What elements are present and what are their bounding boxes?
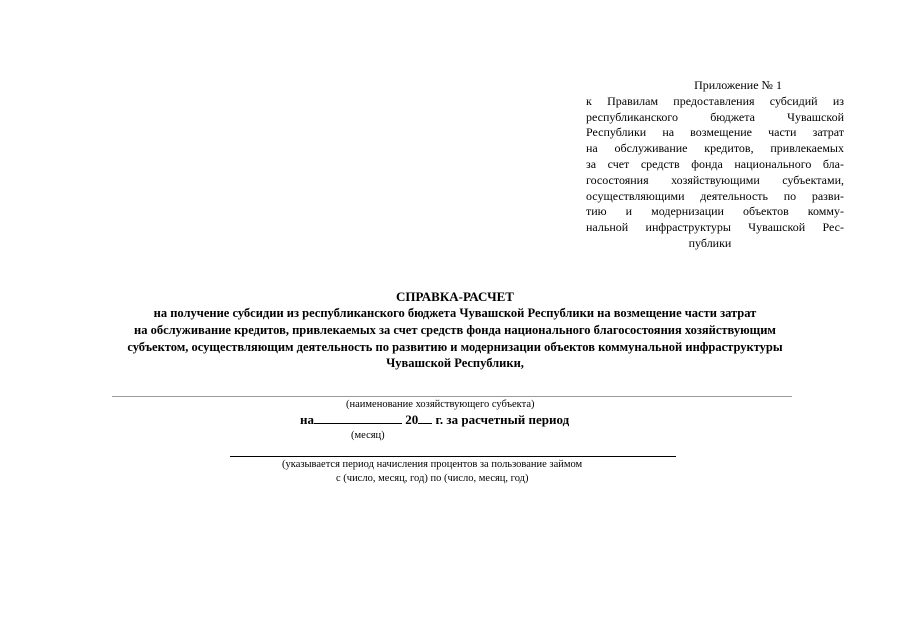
form-subtitle-line: Чувашской Республики, (386, 356, 524, 370)
appendix-text-line: на обслуживание кредитов, привлекаемых (586, 141, 844, 156)
interest-period-caption: (указывается период начисления процентов за пользование займом (282, 459, 583, 470)
appendix-text-line: республиканского бюджета Чувашской (586, 109, 844, 124)
entity-name-caption: (наименование хозяйствующего субъекта) (346, 399, 535, 410)
appendix-text-line: тию и модернизации объектов комму- (586, 204, 844, 219)
appendix-number: Приложение № 1 (694, 78, 782, 92)
entity-name-line (112, 396, 792, 397)
form-subtitle-line: на обслуживание кредитов, привлекаемых за счет средств фонда национального благосостояния хозяйствующим (134, 323, 776, 337)
form-title: СПРАВКА-РАСЧЕТ (396, 289, 514, 304)
period-prefix: на (300, 412, 314, 427)
period-suffix: г. за расчетный период (435, 412, 570, 427)
appendix-text-line: Республики на возмещение части затрат (586, 125, 844, 140)
form-subtitle-line: субъектом, осуществляющим деятельность по развитию и модернизации объектов коммунальной инфраструктуры (127, 340, 783, 354)
appendix-text-line: нальной инфраструктуры Чувашской Рес- (586, 220, 844, 235)
period-year: 20 (405, 412, 419, 427)
appendix-text-line: за счет средств фонда национального бла- (586, 156, 844, 171)
month-blank (314, 411, 402, 424)
period-line (300, 411, 620, 428)
date-range-caption: с (число, месяц, год) по (число, месяц, год) (336, 473, 529, 484)
appendix-text-line: к Правилам предоставления субсидий из (586, 93, 844, 108)
period-range-line (230, 456, 676, 457)
appendix-text-line: госостояния хозяйствующими субъектами, (586, 172, 844, 187)
month-caption: (месяц) (351, 430, 385, 441)
appendix-block (586, 78, 844, 252)
year-blank (418, 411, 432, 424)
form-subtitle-line: на получение субсидии из республиканского бюджета Чувашской Республики на возмещение части затрат (153, 306, 757, 320)
appendix-text-line-last: публики (688, 235, 732, 250)
appendix-text-line: осуществляющими деятельность по разви- (586, 188, 844, 203)
